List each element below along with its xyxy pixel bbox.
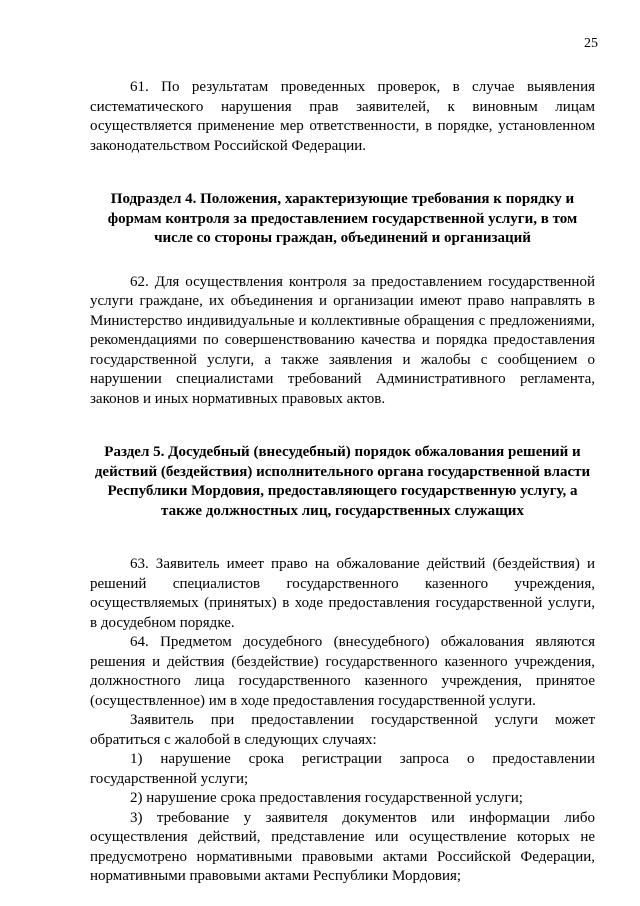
page-number: 25 bbox=[584, 36, 598, 51]
document-body bbox=[90, 78, 595, 887]
list-item-1: 1) нарушение срока регистрации запроса о предоставлении государственной услуги; bbox=[90, 751, 595, 787]
paragraph-64: 64. Предметом досудебного (внесудебного) обжалования являются решения и действия (бездействие) государственного казенного учреждения, должностного лица государственного казенного учреждения, принятое (осуществленное) им в ходе предоставления государственной услуги. bbox=[90, 634, 595, 709]
list-item-3: 3) требование у заявителя документов или информации либо осуществления действий, представление или осуществление которых не предусмотрено нормативными правовыми актами Российской Федерации, нормативными правовыми актами Республики Мордовия; bbox=[90, 809, 595, 884]
paragraph-63: 63. Заявитель имеет право на обжалование действий (бездействия) и решений специалистов государственного казенного учреждения, осуществляемых (принятых) в ходе предоставления государственной услуги, в досудебном порядке. bbox=[90, 556, 595, 631]
paragraph-applicant-complaint: Заявитель при предоставлении государственной услуги может обратиться с жалобой в следующих случаях: bbox=[90, 712, 595, 748]
paragraph-61: 61. По результатам проведенных проверок, в случае выявления систематического нарушения прав заявителей, к виновным лицам осуществляется применение мер ответственности, в порядке, установленном законодательством Российской Федерации. bbox=[90, 79, 595, 154]
subsection-4-heading: Подраздел 4. Положения, характеризующие требования к порядку и формам контроля за предоставлением государственной услуги, в том числе со стороны граждан, объединений и организаций bbox=[107, 191, 578, 246]
paragraph-62: 62. Для осуществления контроля за предоставлением государственной услуги граждане, их объединения и организации имеют право направлять в Министерство индивидуальные и коллективные обращения с предложениями, рекомендациями по совершенствованию качества и порядка предоставления государственной услуги, а также заявления и жалобы с сообщением о нарушении специалистами требований Административного регламента, законов и иных нормативных правовых актов. bbox=[90, 273, 595, 407]
section-5-heading: Раздел 5. Досудебный (внесудебный) порядок обжалования решений и действий (бездействия) исполнительного органа государственной власти Республики Мордовия, предоставляющего государственную услугу, а также должностных лиц, государственных служащих bbox=[94, 444, 591, 519]
list-item-2: 2) нарушение срока предоставления государственной услуги; bbox=[130, 790, 523, 806]
